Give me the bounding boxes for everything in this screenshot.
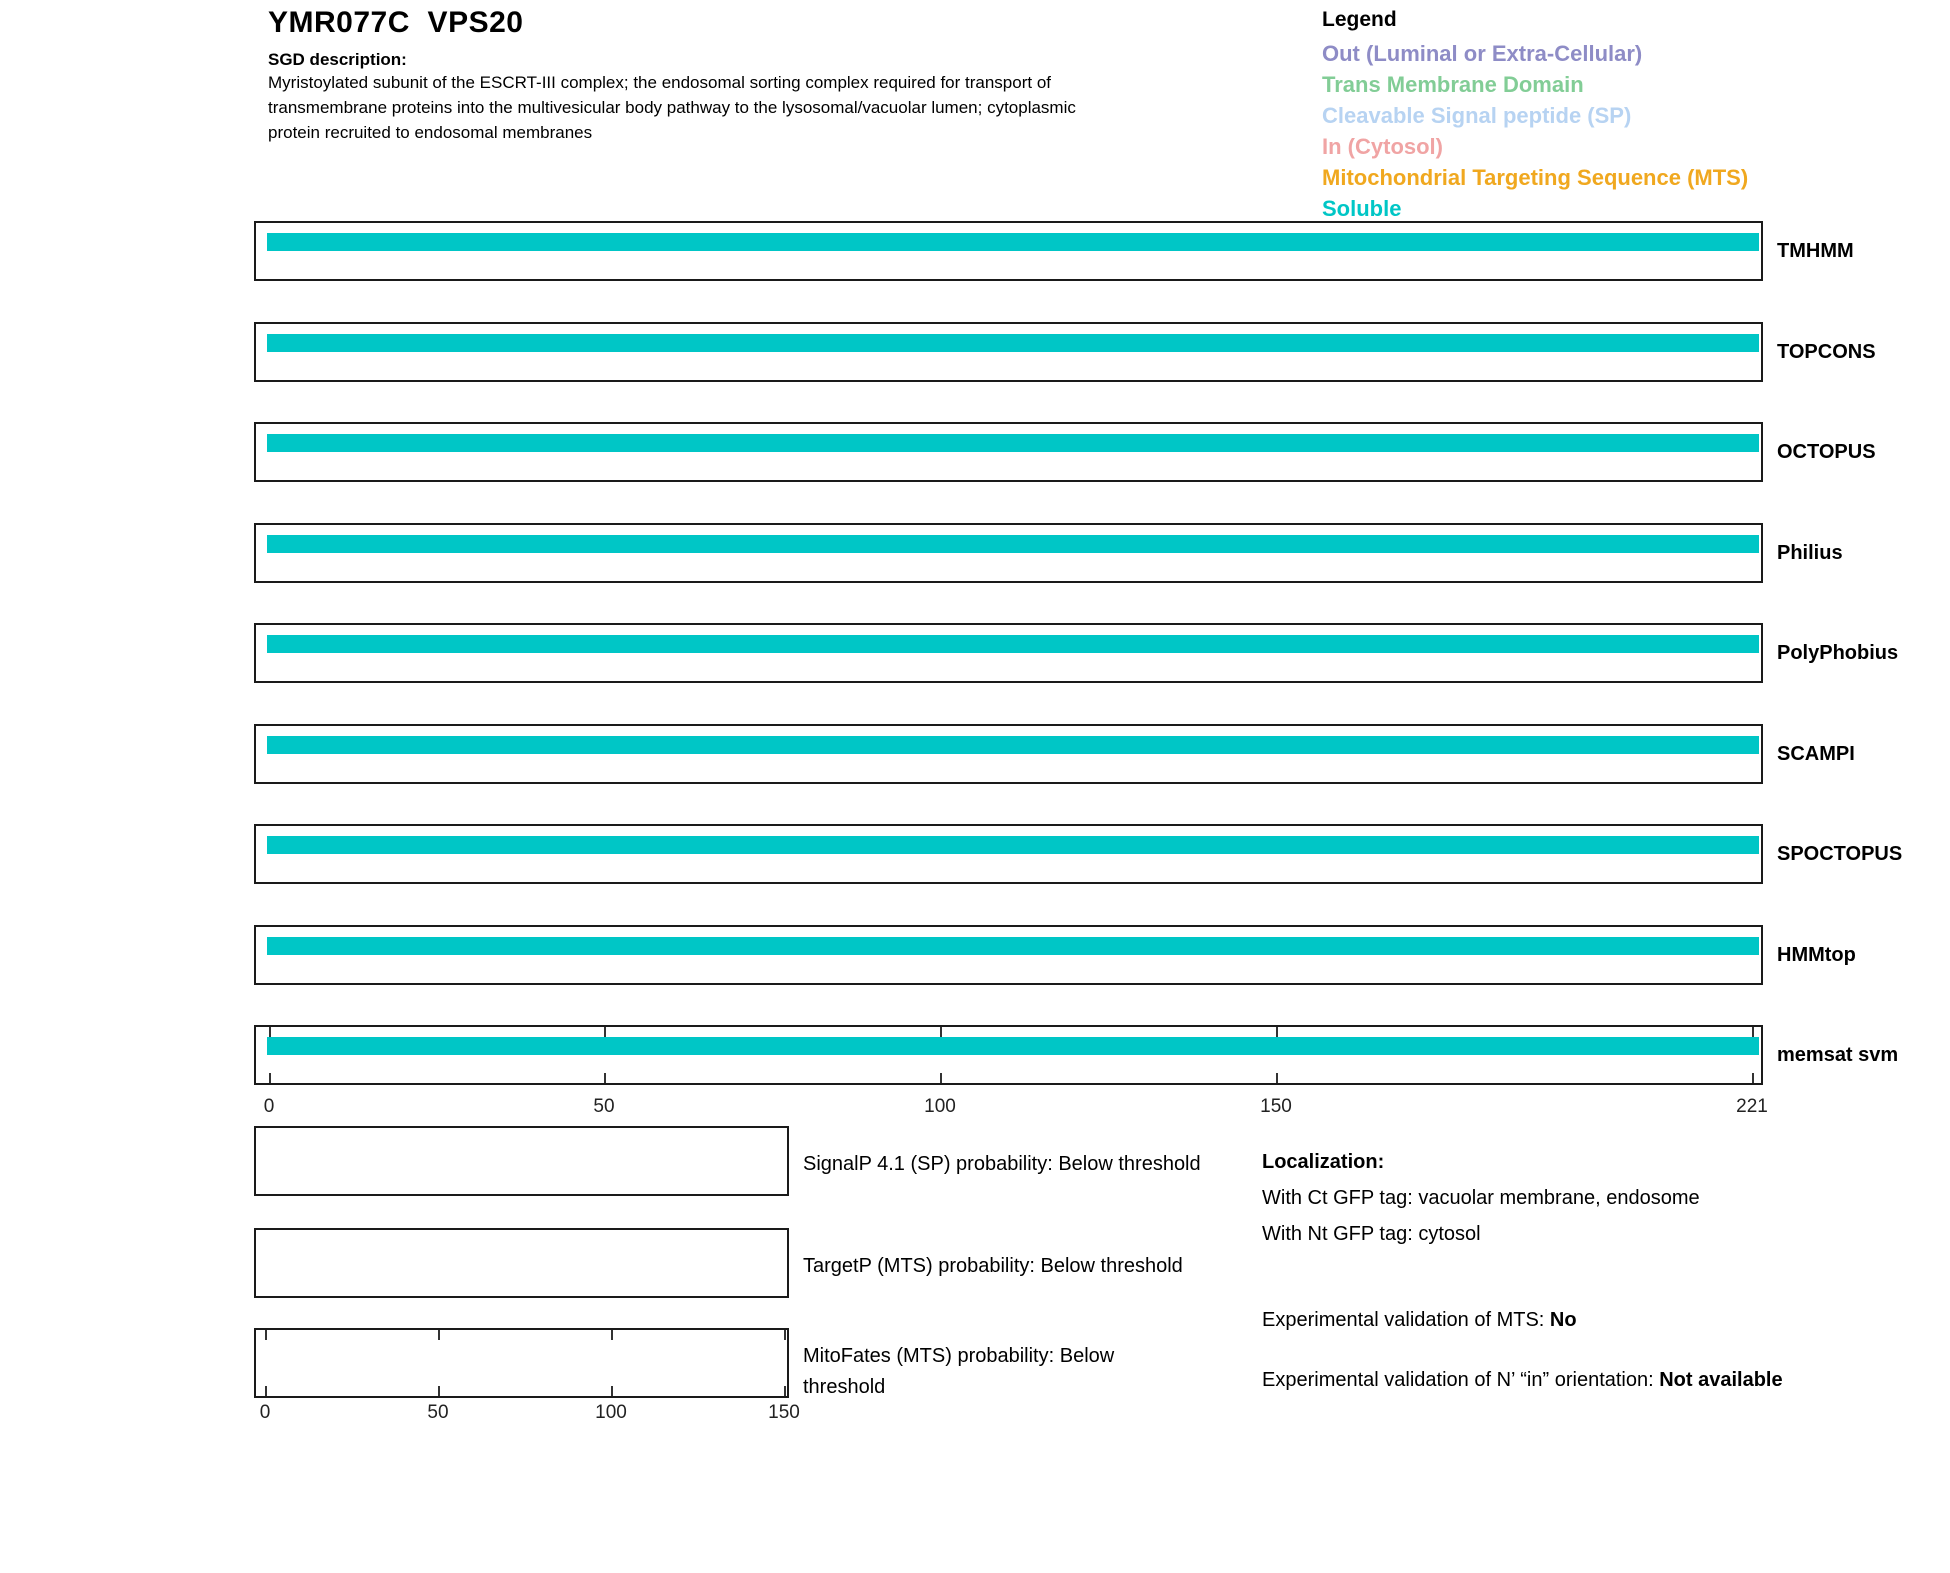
track-label-hmmtop: HMMtop — [1777, 944, 1856, 966]
axis-tick — [784, 1330, 786, 1340]
soluble-bar — [267, 736, 1759, 754]
axis-tick-label: 100 — [595, 1402, 627, 1423]
targetp-box — [254, 1228, 789, 1298]
legend-item-mts: Mitochondrial Targeting Sequence (MTS) — [1322, 165, 1749, 190]
track-label-tmhmm: TMHMM — [1777, 240, 1854, 262]
soluble-bar — [267, 937, 1759, 955]
axis-tick-label: 100 — [924, 1096, 956, 1117]
signalp-label: SignalP 4.1 (SP) probability: Below threshold — [803, 1153, 1201, 1175]
orientation-validation-prefix: Experimental validation of N’ “in” orientation: — [1262, 1369, 1660, 1391]
sgd-description-text — [268, 70, 1308, 145]
track-box-hmmtop — [254, 925, 1763, 985]
axis-tick-label: 0 — [263, 1096, 275, 1117]
axis-tick — [604, 1073, 606, 1083]
axis-tick — [611, 1386, 613, 1396]
track-box-tmhmm — [254, 221, 1763, 281]
axis-tick — [1276, 1027, 1278, 1037]
sgd-description-label: SGD description: — [268, 50, 407, 69]
soluble-bar — [267, 635, 1759, 653]
track-box-topcons — [254, 322, 1763, 382]
track-label-spoctopus: SPOCTOPUS — [1777, 843, 1903, 865]
mitofates-box — [254, 1328, 789, 1398]
mts-validation-prefix: Experimental validation of MTS: — [1262, 1309, 1550, 1331]
axis-tick — [269, 1027, 271, 1037]
localization-ct-line: With Ct GFP tag: vacuolar membrane, endosome — [1262, 1187, 1700, 1209]
axis-tick-label: 150 — [1260, 1096, 1292, 1117]
targetp-label: TargetP (MTS) probability: Below threshold — [803, 1255, 1183, 1277]
axis-tick-label: 0 — [259, 1402, 271, 1423]
track-label-polyphobius: PolyPhobius — [1777, 642, 1899, 664]
track-label-topcons: TOPCONS — [1777, 341, 1876, 363]
legend-title: Legend — [1322, 8, 1397, 31]
legend — [1322, 8, 1748, 224]
localization-heading: Localization: — [1262, 1151, 1385, 1173]
axis-tick-label: 221 — [1736, 1096, 1768, 1117]
soluble-bar — [267, 535, 1759, 553]
signalp-box — [254, 1126, 789, 1196]
track-label-scampi: SCAMPI — [1777, 743, 1855, 765]
mts-validation-line — [1262, 1304, 1797, 1336]
track-box-scampi — [254, 724, 1763, 784]
legend-item-in: In (Cytosol) — [1322, 134, 1443, 159]
soluble-bar — [267, 836, 1759, 854]
track-box-polyphobius — [254, 623, 1763, 683]
soluble-bar — [267, 434, 1759, 452]
legend-item-out: Out (Luminal or Extra-Cellular) — [1322, 41, 1643, 66]
track-box-spoctopus — [254, 824, 1763, 884]
axis-tick — [438, 1330, 440, 1340]
track-label-octopus: OCTOPUS — [1777, 441, 1876, 463]
axis-tick — [438, 1386, 440, 1396]
track-label-memsat-svm: memsat svm — [1777, 1044, 1899, 1066]
track-box-octopus — [254, 422, 1763, 482]
axis-tick-label: 50 — [593, 1096, 615, 1117]
axis-tick — [611, 1330, 613, 1340]
mts-validation-value: No — [1549, 1309, 1577, 1331]
legend-item-sp: Cleavable Signal peptide (SP) — [1322, 103, 1632, 128]
mitofates-label: MitoFates (MTS) probability: Below threshold — [803, 1345, 1115, 1398]
track-box-memsat-svm — [254, 1025, 1763, 1085]
axis-tick — [265, 1330, 267, 1340]
track-label-philius: Philius — [1777, 542, 1843, 564]
page-title: YMR077C VPS20 — [268, 6, 524, 39]
soluble-bar — [267, 334, 1759, 352]
axis-tick — [940, 1073, 942, 1083]
legend-item-tmd: Trans Membrane Domain — [1322, 72, 1584, 97]
orientation-validation-line — [1262, 1364, 1797, 1396]
axis-tick — [265, 1386, 267, 1396]
axis-tick-label: 150 — [768, 1402, 800, 1423]
axis-tick-label: 50 — [427, 1402, 449, 1423]
sgd-description-line: protein recruited to endosomal membranes — [268, 123, 593, 142]
axis-tick — [269, 1073, 271, 1083]
axis-tick — [1752, 1027, 1754, 1037]
localization-nt-line: With Nt GFP tag: cytosol — [1262, 1223, 1481, 1245]
axis-tick — [604, 1027, 606, 1037]
sgd-description-line: Myristoylated subunit of the ESCRT-III complex; the endosomal sorting complex required for transport of — [268, 73, 1051, 92]
legend-item-soluble: Soluble — [1322, 196, 1402, 221]
axis-tick — [1752, 1073, 1754, 1083]
axis-tick — [784, 1386, 786, 1396]
axis-tick — [1276, 1073, 1278, 1083]
sgd-description-line: transmembrane proteins into the multivesicular body pathway to the lysosomal/vacuolar lumen; cytoplasmic — [268, 98, 1076, 117]
track-box-philius — [254, 523, 1763, 583]
axis-tick — [940, 1027, 942, 1037]
soluble-bar — [267, 233, 1759, 251]
orientation-validation-value: Not available — [1659, 1369, 1783, 1391]
soluble-bar — [267, 1037, 1759, 1055]
